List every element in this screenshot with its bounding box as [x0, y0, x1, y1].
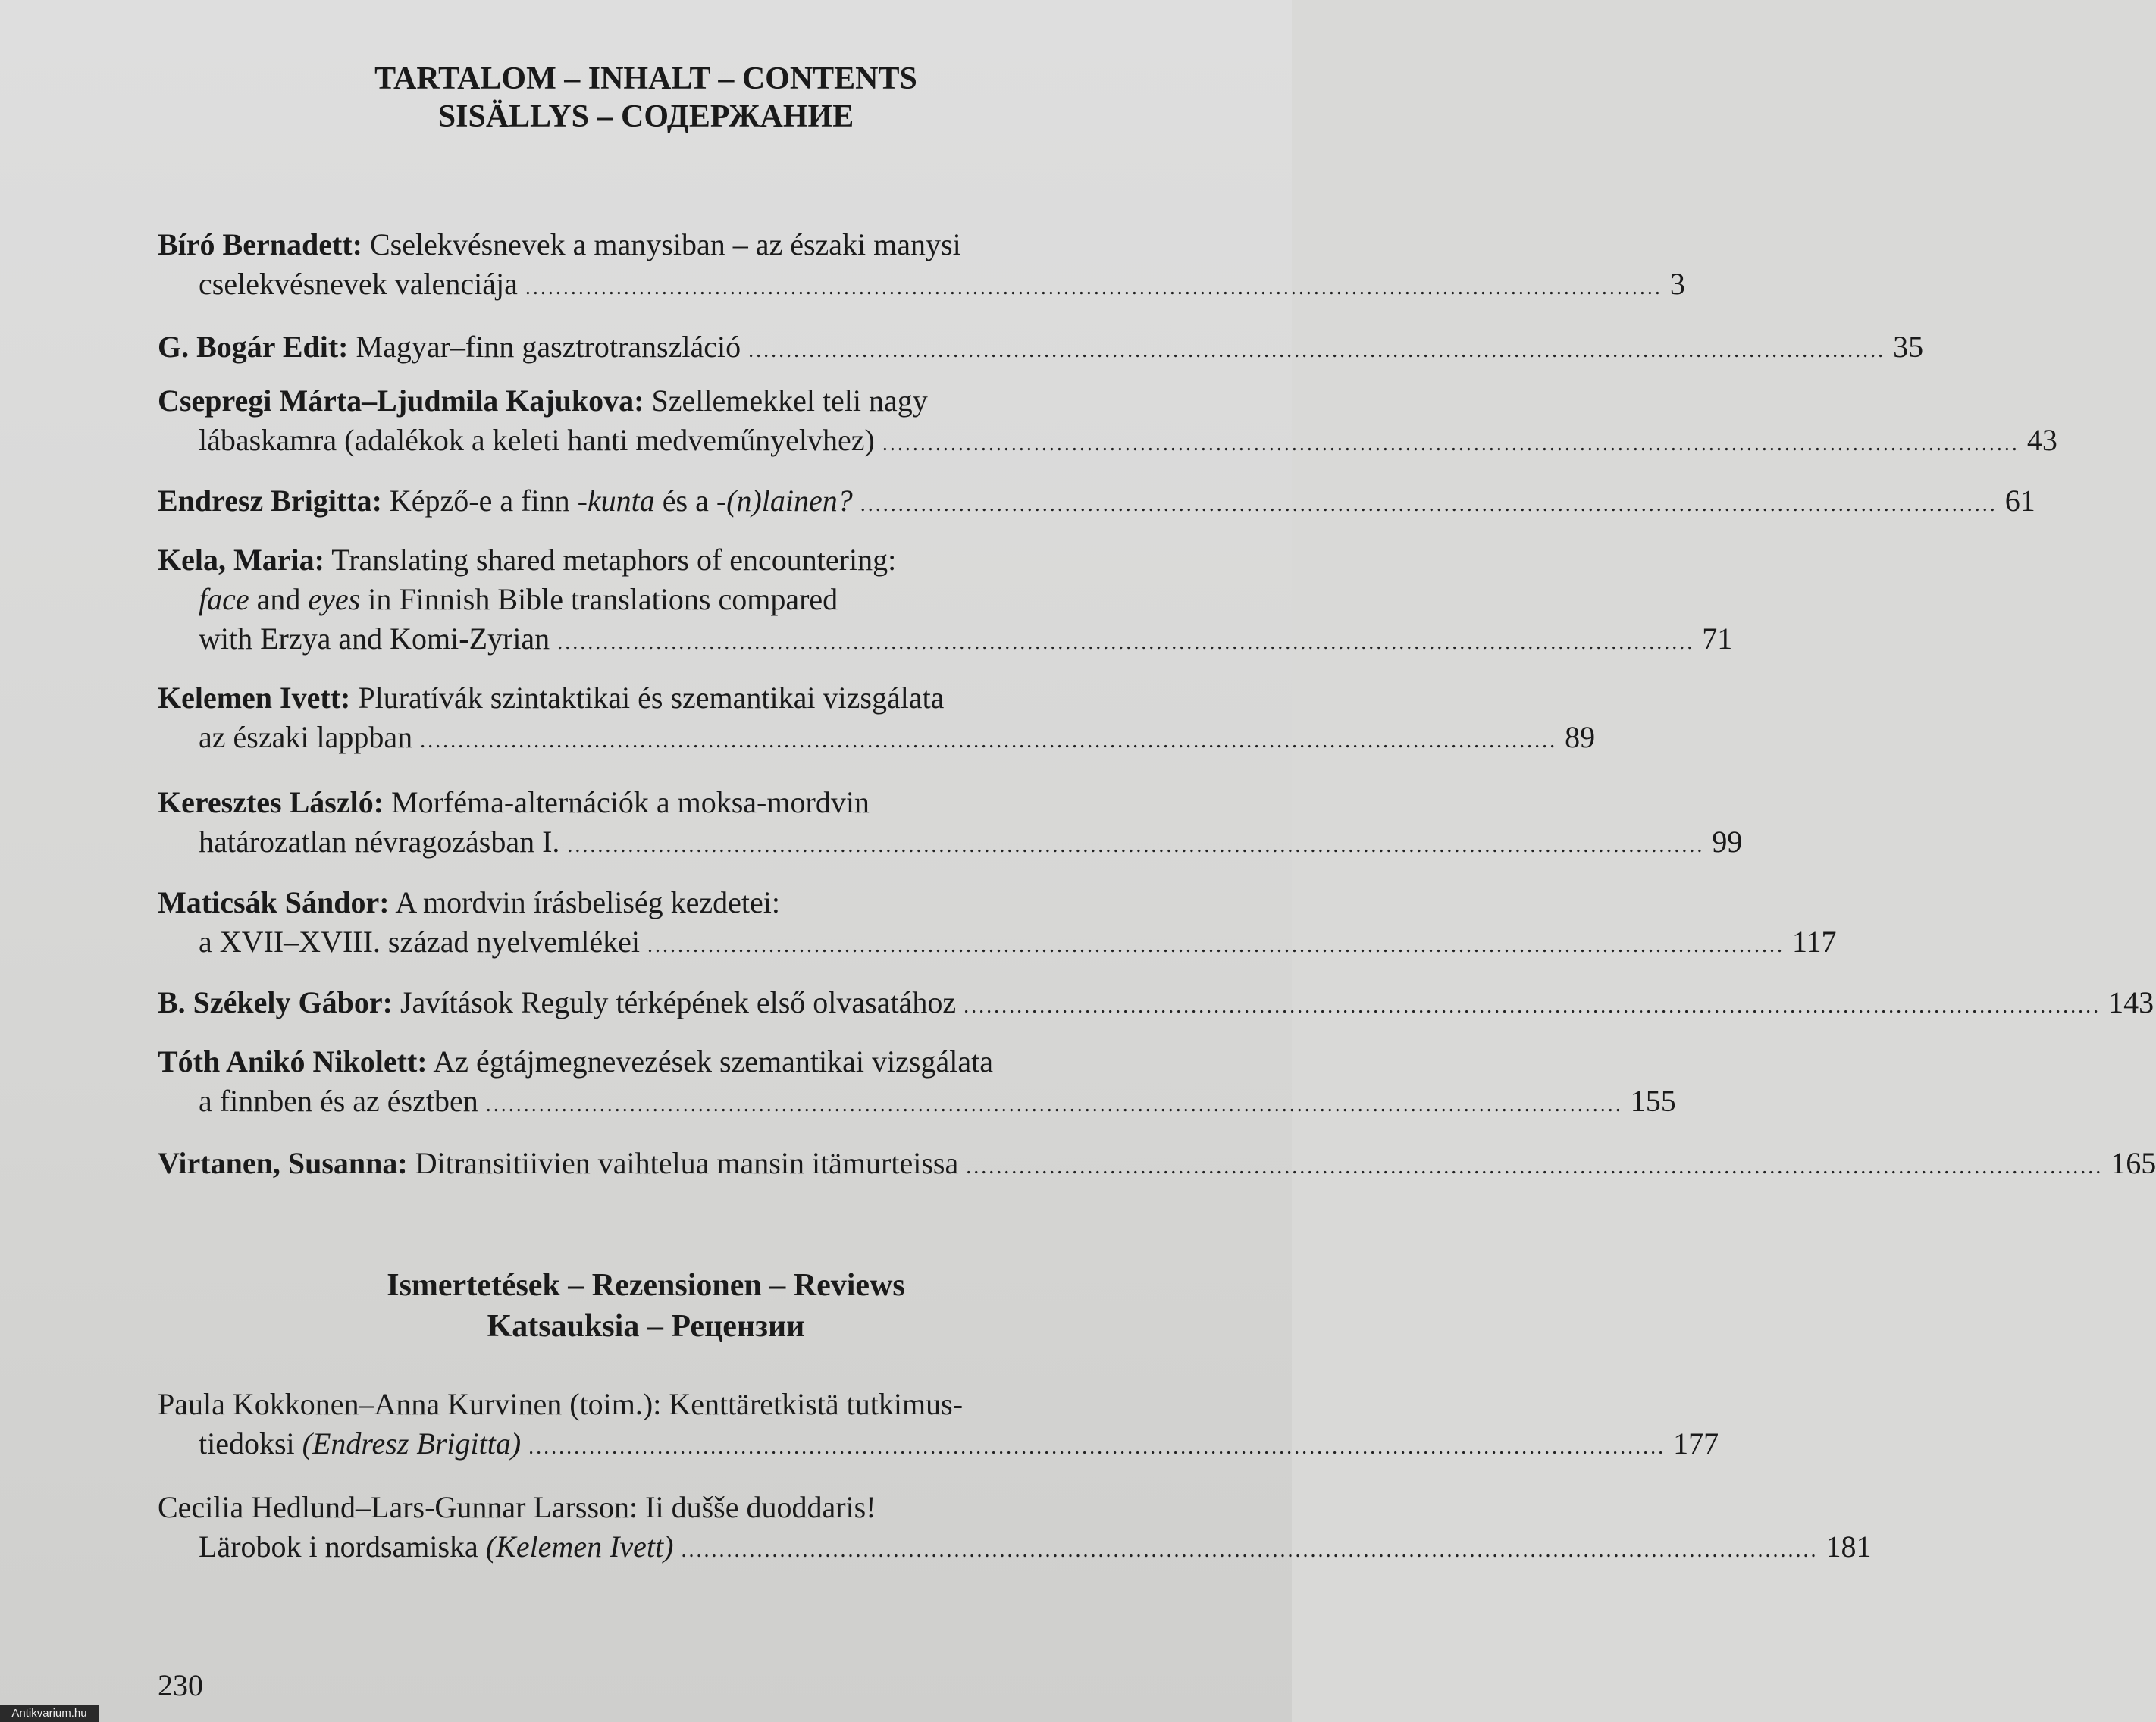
- dot-leader: ......................................................................................................................................................: [860, 493, 1998, 516]
- toc-title-italic: -(n)lainen?: [716, 484, 853, 518]
- toc-entry-line: [158, 985, 2154, 1024]
- toc-entry: [158, 384, 2057, 462]
- toc-title: a finnben és az észtben: [199, 1084, 478, 1118]
- dot-leader: ......................................................................................................................................................: [528, 1436, 1666, 1459]
- toc-title: Szellemekkel teli nagy: [651, 384, 928, 418]
- toc-entry-line: [158, 785, 1227, 820]
- dot-leader: ......................................................................................................................................................: [748, 339, 1886, 362]
- toc-title: cselekvésnevek valenciája: [199, 267, 518, 301]
- review-entry-line: [158, 1490, 1227, 1525]
- toc-entry: [158, 484, 2035, 522]
- dot-leader: ......................................................................................................................................................: [485, 1093, 1623, 1116]
- toc-page-number: 117: [1791, 925, 1837, 959]
- reviews-heading-line2: Katsauksia – Рецензии: [487, 1309, 805, 1344]
- dot-leader: ......................................................................................................................................................: [882, 432, 2020, 456]
- toc-title: Magyar–finn gasztrotranszláció: [356, 330, 741, 364]
- toc-page-number: 165: [2111, 1146, 2156, 1180]
- toc-title: Az égtájmegnevezések szemantikai vizsgálata: [433, 1044, 993, 1079]
- review-title: Paula Kokkonen–Anna Kurvinen (toim.): Kenttäretkistä tutkimus-: [158, 1387, 964, 1421]
- toc-page-number: 3: [1669, 267, 1685, 301]
- toc-entry-line: [158, 925, 1837, 963]
- toc-entry-line: [158, 720, 1596, 759]
- dot-leader: ......................................................................................................................................................: [647, 934, 1785, 957]
- toc-entry-line: [158, 543, 1227, 578]
- review-title: tiedoksi: [199, 1426, 295, 1461]
- page-number: 230: [158, 1668, 203, 1702]
- toc-page-number: 143: [2108, 985, 2154, 1019]
- toc-entry: [158, 1146, 2156, 1185]
- toc-author: Kela, Maria:: [158, 543, 324, 577]
- toc-author: B. Székely Gábor:: [158, 985, 393, 1019]
- review-reviewer: (Kelemen Ivett): [485, 1529, 674, 1564]
- reviews-heading-line1: Ismertetések – Rezensionen – Reviews: [387, 1268, 905, 1303]
- toc-entry-line: [158, 330, 1924, 368]
- review-entry: [158, 1490, 1872, 1568]
- dot-leader: ......................................................................................................................................................: [966, 1155, 2104, 1179]
- review-entry-line: [158, 1426, 1719, 1465]
- toc-author: Csepregi Márta–Ljudmila Kajukova:: [158, 384, 644, 418]
- toc-title: A mordvin írásbeliség kezdetei:: [395, 885, 781, 919]
- toc-author: Virtanen, Susanna:: [158, 1146, 408, 1180]
- toc-entry: [158, 985, 2154, 1024]
- toc-title: Morféma-alternációk a moksa-mordvin: [391, 785, 870, 819]
- toc-entry-line: [158, 582, 1227, 617]
- toc-author: G. Bogár Edit:: [158, 330, 349, 364]
- dot-leader: ......................................................................................................................................................: [964, 994, 2101, 1018]
- toc-title: Ditransitiivien vaihtelua mansin itämurteissa: [415, 1146, 959, 1180]
- toc-entry: [158, 1044, 1676, 1122]
- toc-entry: [158, 681, 1596, 759]
- toc-title: a XVII–XVIII. század nyelvemlékei: [199, 925, 640, 959]
- toc-entry: [158, 543, 1733, 660]
- toc-entry-line: [158, 681, 1227, 715]
- toc-author: Endresz Brigitta:: [158, 484, 382, 518]
- contents-title-line1: TARTALOM – INHALT – CONTENTS: [374, 61, 917, 96]
- review-page-number: 181: [1825, 1529, 1872, 1564]
- toc-page-number: 71: [1702, 621, 1733, 656]
- review-title: Cecilia Hedlund–Lars-Gunnar Larsson: Ii dušše duoddaris!: [158, 1490, 876, 1524]
- toc-page-number: 61: [2004, 484, 2035, 518]
- toc-title: és a: [662, 484, 709, 518]
- toc-page-number: 43: [2026, 423, 2057, 457]
- toc-title-italic: -kunta: [577, 484, 655, 518]
- toc-entry-line: [158, 227, 1227, 262]
- review-entry-line: [158, 1387, 1227, 1422]
- review-page-number: 177: [1673, 1426, 1719, 1461]
- toc-title: Cselekvésnevek a manysiban – az északi manysi: [369, 227, 961, 261]
- review-title: Lärobok i nordsamiska: [199, 1529, 478, 1564]
- watermark: Antikvarium.hu: [0, 1705, 99, 1722]
- toc-title: az északi lappban: [199, 720, 413, 754]
- review-reviewer: (Endresz Brigitta): [302, 1426, 522, 1461]
- toc-title: határozatlan névragozásban I.: [199, 825, 560, 859]
- dot-leader: ......................................................................................................................................................: [420, 729, 1558, 753]
- toc-entry: [158, 330, 1924, 368]
- toc-entry-line: [158, 885, 1227, 920]
- dot-leader: ......................................................................................................................................................: [557, 631, 1695, 654]
- toc-title: in Finnish Bible translations compared: [368, 582, 838, 616]
- toc-entry-line: [158, 621, 1733, 660]
- toc-page-number: 155: [1630, 1084, 1676, 1118]
- toc-entry-line: [158, 1044, 1227, 1079]
- toc-page-number: 35: [1893, 330, 1924, 364]
- toc-title: Javítások Reguly térképének első olvasatához: [400, 985, 957, 1019]
- toc-entry-line: [158, 384, 1227, 418]
- toc-page-number: 89: [1565, 720, 1596, 754]
- toc-title: Képző-e a finn: [389, 484, 570, 518]
- toc-entry-line: [158, 484, 2035, 522]
- toc-page-number: 99: [1712, 825, 1743, 859]
- toc-title: with Erzya and Komi-Zyrian: [199, 621, 550, 656]
- toc-entry: [158, 785, 1743, 863]
- toc-entry: [158, 227, 1685, 305]
- toc-entry-line: [158, 825, 1743, 863]
- toc-author: Bíró Bernadett:: [158, 227, 362, 261]
- toc-entry-line: [158, 423, 2057, 462]
- review-entry: [158, 1387, 1719, 1465]
- review-entry-line: [158, 1529, 1872, 1568]
- toc-entry: [158, 885, 1837, 963]
- toc-title: Translating shared metaphors of encountering:: [331, 543, 897, 577]
- toc-author: Maticsák Sándor:: [158, 885, 390, 919]
- dot-leader: ......................................................................................................................................................: [681, 1539, 1819, 1562]
- toc-entry-line: [158, 1084, 1676, 1122]
- toc-entry-line: [158, 1146, 2156, 1185]
- dot-leader: ......................................................................................................................................................: [567, 834, 1705, 857]
- toc-entry-line: [158, 267, 1685, 305]
- toc-title-italic: eyes: [308, 582, 361, 616]
- dot-leader: ......................................................................................................................................................: [525, 276, 1662, 299]
- toc-title: and: [256, 582, 301, 616]
- toc-title: lábaskamra (adalékok a keleti hanti medveműnyelvhez): [199, 423, 875, 457]
- contents-title-line2: SISÄLLYS – СОДЕРЖАНИЕ: [437, 99, 854, 134]
- toc-title: Pluratívák szintaktikai és szemantikai vizsgálata: [358, 681, 945, 715]
- toc-author: Kelemen Ivett:: [158, 681, 351, 715]
- toc-author: Keresztes László:: [158, 785, 384, 819]
- toc-author: Tóth Anikó Nikolett:: [158, 1044, 428, 1079]
- toc-title-italic: face: [199, 582, 249, 616]
